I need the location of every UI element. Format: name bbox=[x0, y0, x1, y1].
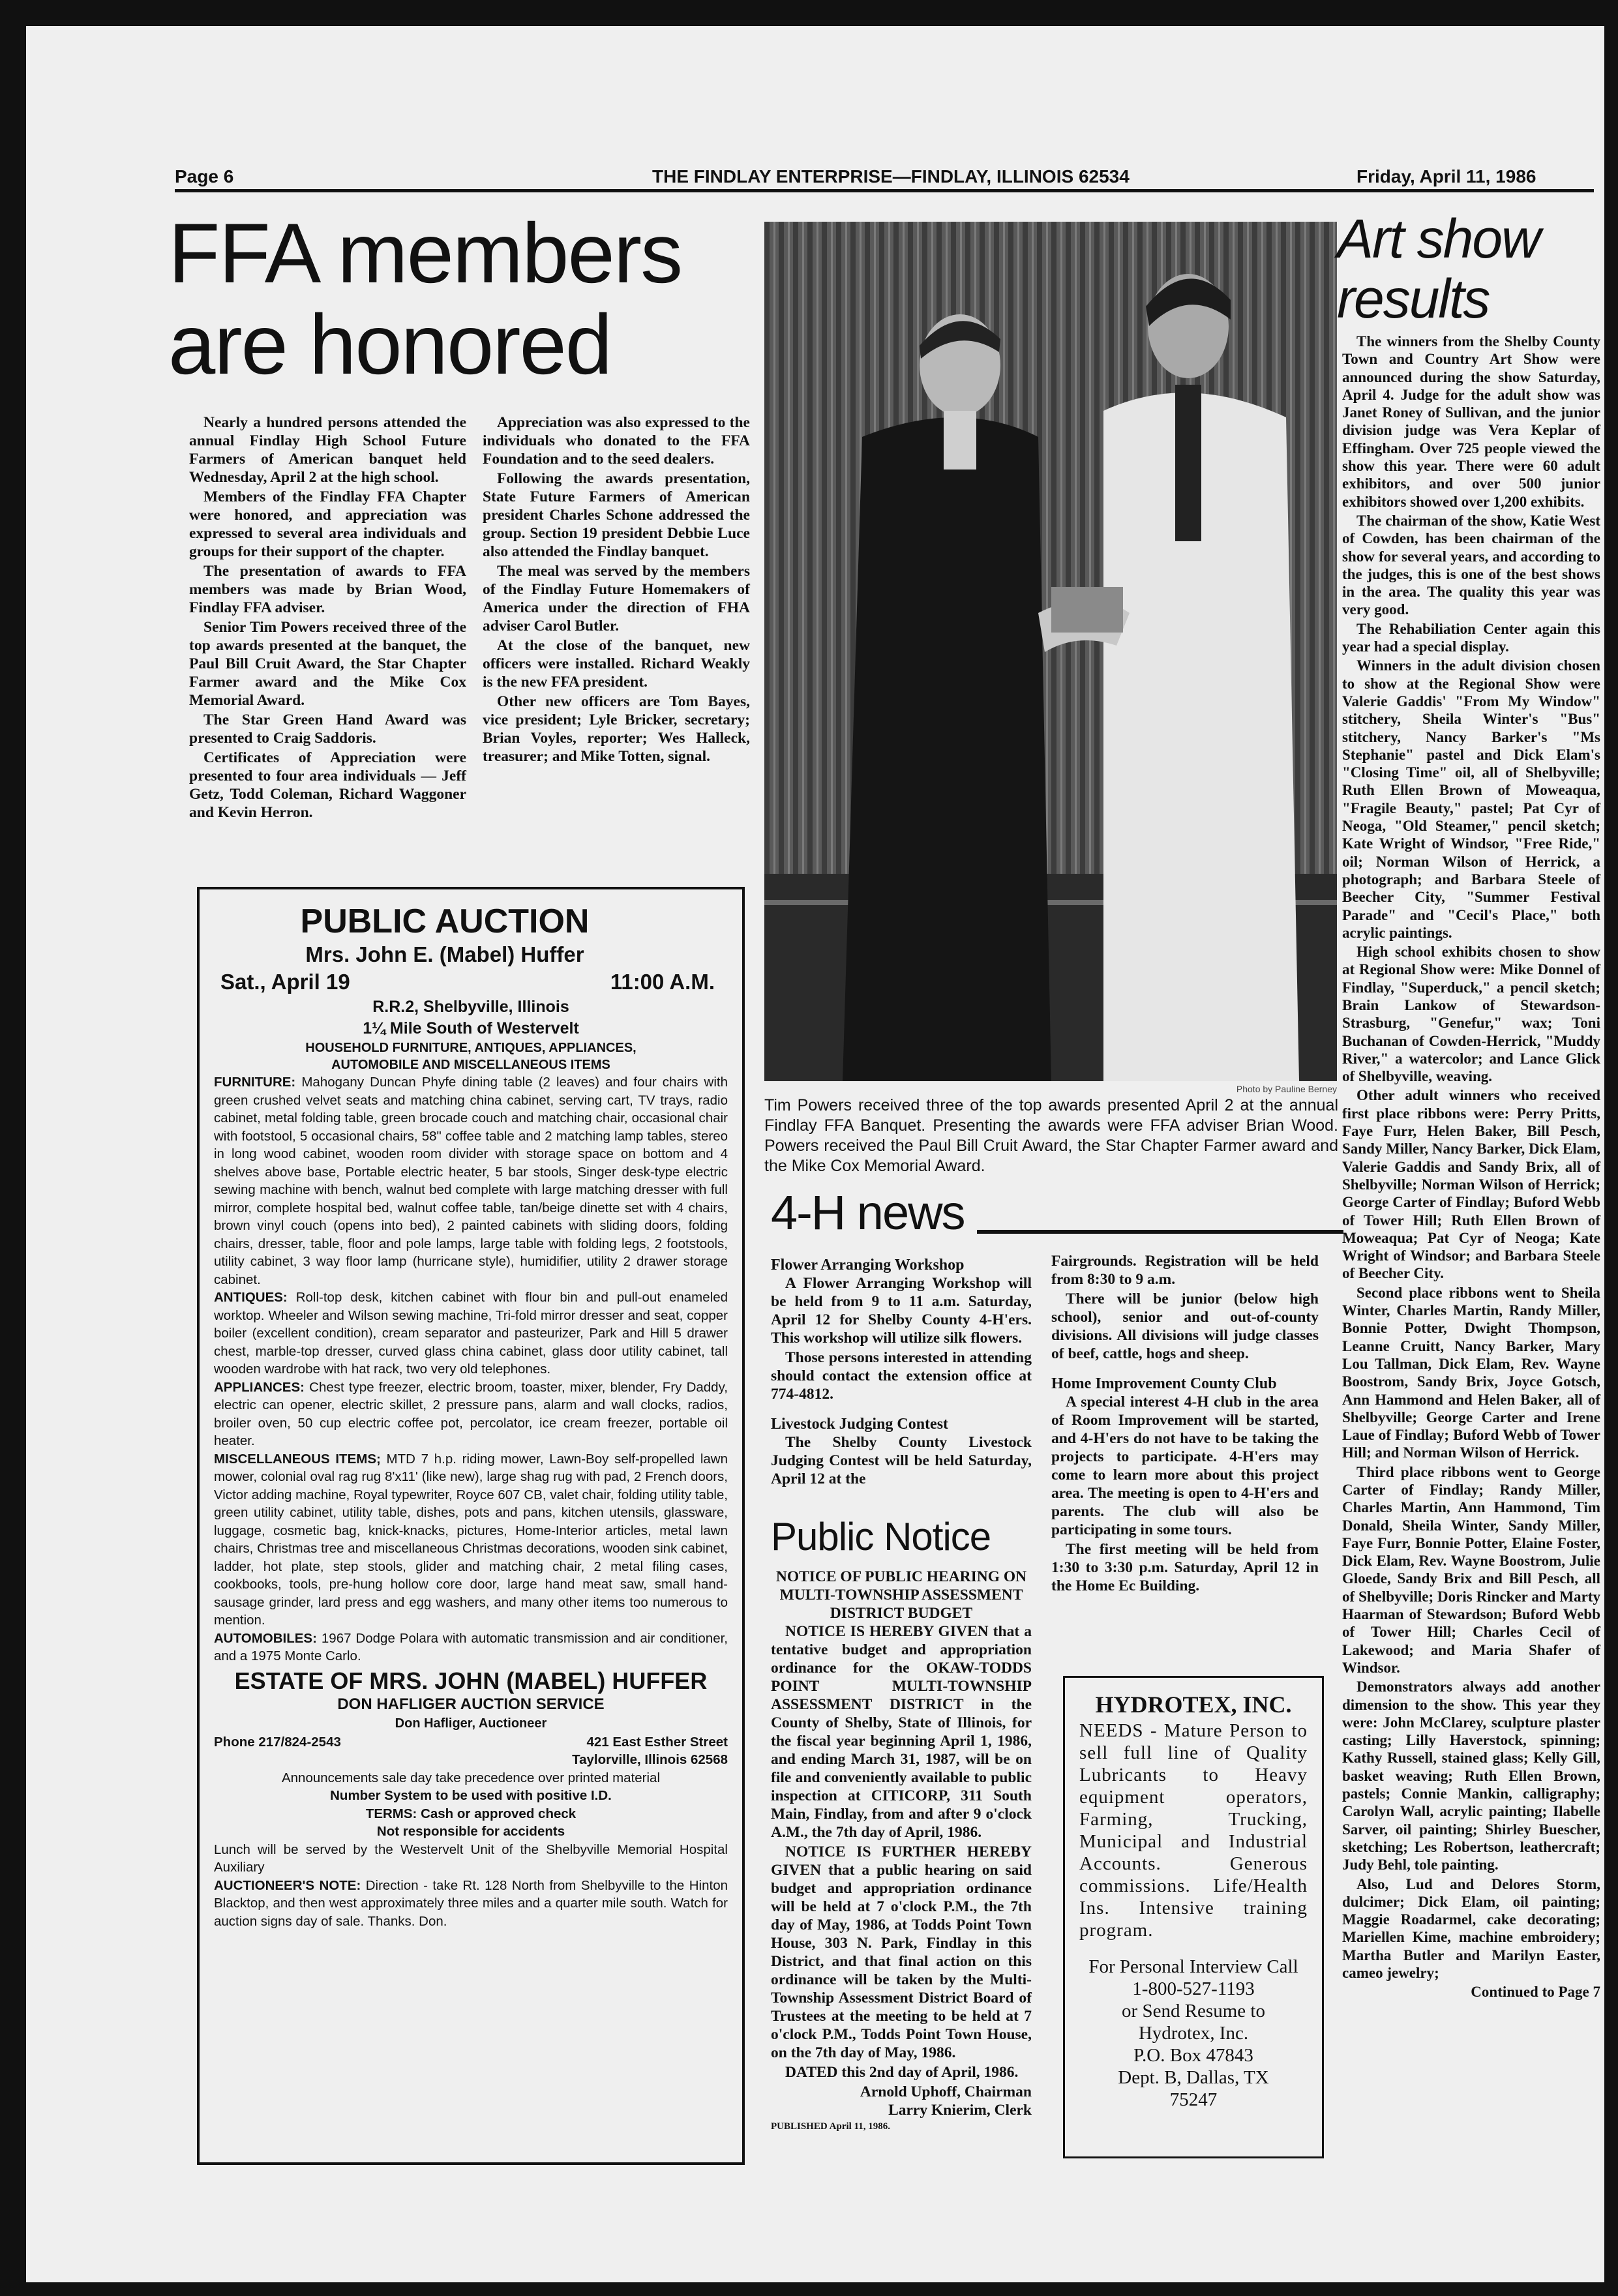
hydrotex-company: Hydrotex, Inc. bbox=[1138, 2023, 1249, 2044]
newspaper-page bbox=[26, 26, 1604, 2282]
ffa-paragraph: Senior Tim Powers received three of the top awards presented at the banquet, the Paul Bill Cruit Award, the Star Chapter Farmer award and the Mike Cox Memorial Award. bbox=[189, 619, 466, 709]
section-label: FURNITURE: bbox=[214, 1075, 296, 1090]
issue-date: Friday, April 11, 1986 bbox=[1356, 166, 1536, 186]
auction-section bbox=[214, 1073, 728, 1289]
photo-illustration bbox=[764, 222, 1337, 1081]
ffa-paragraph: The presentation of awards to FFA members was made by Brian Wood, Findlay FFA adviser. bbox=[189, 563, 466, 616]
section-label: ANTIQUES: bbox=[214, 1290, 288, 1305]
artshow-paragraph: The Rehabiliation Center again this year had a special display. bbox=[1342, 620, 1600, 655]
hydrotex-box: P.O. Box 47843 bbox=[1133, 2045, 1253, 2066]
ffa-headline-line2: are honored bbox=[168, 297, 612, 392]
artshow-headline-line1: Art show bbox=[1337, 208, 1540, 269]
notice-paragraph: DATED this 2nd day of April, 1986. bbox=[785, 2064, 1019, 2081]
fourh-column-1 bbox=[771, 1252, 1032, 1489]
header-rule bbox=[175, 189, 1594, 192]
fourh-rule bbox=[977, 1230, 1343, 1234]
fourh-paragraph: The Shelby County Livestock Judging Contest will be held Saturday, April 12 at the bbox=[771, 1434, 1032, 1487]
ffa-headline-line1: FFA members bbox=[168, 205, 682, 301]
artshow-paragraph: Third place ribbons went to George Carter of Findlay; Randy Miller, Charles Martin, Ann Hammond, Tim Donald, Sheila Winter, Sandy Miller, Faye Furr, Bonnie Potter, Elaine Foster, Dick Elam, Rev. Wayne Boostrom, Julie Gloede, Sandy Brix and Bill Pesch, all of Shelbyville; Doris Rincker and Marty Haarman of Stewardson; Buford Webb of Tower Hill; Charles Cecil of Lakewood; and Maria Shafer of Windsor. bbox=[1342, 1463, 1600, 1676]
auction-location: R.R.2, Shelbyville, Illinois bbox=[372, 998, 569, 1016]
auction-estate: ESTATE OF MRS. JOHN (MABEL) HUFFER bbox=[234, 1667, 708, 1694]
auction-terms: TERMS: Cash or approved check bbox=[365, 1806, 577, 1821]
artshow-paragraph: Other adult winners who received first place ribbons were: Perry Pritts, Faye Furr, Helen Baker, Bill Pesch, Sandy Miller, Nancy Barker, Dick Elam, Valerie Gaddis and Sandy Brix, all of Shelbyville; Norman Wilson of Herrick; George Carter of Findlay; Buford Webb of Tower Hill; Ruth Ellen Brown of Moweaqua; Pat Cyr of Neoga; Kate Wright of Windsor; and Barbara Steele of Beecher City. bbox=[1342, 1087, 1600, 1282]
hydrotex-zip: 75247 bbox=[1169, 2089, 1218, 2110]
fourh-paragraph: Those persons interested in attending should contact the extension office at 774-4812. bbox=[771, 1349, 1032, 1403]
artshow-paragraph: Winners in the adult division chosen to show at the Regional Show were Valerie Gaddis' "From My Window" stitchery, Sheila Winter's "Bus" stitchery, Nancy Barker's "Ms Stephanie" pastel and Dick Elam's "Closing Time" oil, all of Shelbyville; Ruth Ellen Brown of Moweaqua, "Fragile Beauty," pastel; Pat Cyr of Neoga, "Old Steamer," pencil sketch; Kate Wright of Windsor, "Free Ride," oil; Norman Wilson of Herrick, a photograph; and Barbara Steele of Beecher City, "Summer Festival Parade" and "Cecil's Place," both acrylic paintings. bbox=[1342, 657, 1600, 941]
artshow-column bbox=[1342, 333, 1600, 2001]
artshow-paragraph: Second place ribbons went to Sheila Winter, Charles Martin, Randy Miller, Bonnie Potter, Dwight Thompson, Leanne Cruitt, Nancy Barker, Mary Lou Tallman, Dick Elam, Rev. Wayne Boostrom, Sandy Brix, Joyce Gotsch, Ann Hammond and Helen Baker, all of Shelbyville; George Carter and Irene Laue of Findlay; Buford Webb of Tower Hill; and Norman Wilson of Herrick. bbox=[1342, 1284, 1600, 1461]
hydrotex-name: HYDROTEX, INC. bbox=[1095, 1692, 1292, 1718]
auction-announcements: Announcements sale day take precedence over printed material bbox=[281, 1770, 661, 1785]
ffa-paragraph: Nearly a hundred persons attended the annual Findlay High School Future Farmers of American banquet held Wednesday, April 2 at the high school. bbox=[189, 414, 466, 486]
hydrotex-phone: 1-800-527-1193 bbox=[1132, 1978, 1255, 1999]
auction-phone: Phone 217/824-2543 bbox=[214, 1734, 341, 1750]
auctioneer-note bbox=[214, 1877, 728, 1931]
public-notice-column bbox=[771, 1568, 1032, 2134]
artshow-headline-line2: results bbox=[1337, 268, 1490, 329]
ffa-paragraph: Following the awards presentation, State Future Farmers of American president Charles Schone addressed the group. Section 19 president Debbie Luce also attended the Findlay banquet. bbox=[483, 470, 750, 560]
auction-time: 11:00 A.M. bbox=[610, 970, 715, 994]
auction-categories: HOUSEHOLD FURNITURE, ANTIQUES, APPLIANCES, bbox=[305, 1041, 637, 1055]
note-label: AUCTIONEER'S NOTE: bbox=[214, 1877, 361, 1893]
auction-city: Taylorville, Illinois 62568 bbox=[572, 1752, 728, 1767]
photo-credit: Photo by Pauline Berney bbox=[1236, 1084, 1337, 1094]
page-number: Page 6 bbox=[175, 166, 234, 186]
section-text: MTD 7 h.p. riding mower, Lawn-Boy self-propelled lawn mower, colonial oval rag rug 8'x11' (like new), large shag rug with pad, 2 French doors, Victor adding machine, Royal typewriter, Royce 607 CB, valet chair, folding utility table, green utility cabinet, utility table, dishes, pots and pans, kitchen utensils, glassware, luggage, cosmetic bag, knick-knacks, pictures, Home-Interior articles, metal lawn chairs, Christmas tree and miscellaneous Christmas decorations, wooden sink cabinet, ladder, hot plate, step stools, glider and matching chair, 2 metal filing cases, cookbooks, tools, pre-hung hollow core door, large hand meat saw, small hand-sausage grinder, lard press and egg washers, and many other items too numerous to mention. bbox=[214, 1451, 728, 1628]
auction-directions-short: 1¼ Mile South of Westervelt bbox=[363, 1019, 579, 1037]
hydrotex-body: NEEDS - Mature Person to sell full line of Quality Lubricants to Heavy equipment operators, Farming, Trucking, Municipal and Industrial Accounts. Generous commissions. Life/Health Ins. Intensive training program. bbox=[1079, 1720, 1308, 1941]
auction-lunch: Lunch will be served by the Westervelt Unit of the Shelbyville Memorial Hospital Auxiliary bbox=[214, 1841, 728, 1875]
public-notice-headline: Public Notice bbox=[771, 1515, 991, 1558]
auction-service: DON HAFLIGER AUCTION SERVICE bbox=[337, 1695, 605, 1713]
notice-paragraph: NOTICE IS FURTHER HEREBY GIVEN that a public hearing on said budget and appropriation ordinance will be held at 7 o'clock P.M., the 7th day of May, 1986, at Todds Point Town House, 303 N. Park, Findlay in this District, and that final action on this ordinance will be taken by the Multi-Township Assessment District Board of Trustees at the meeting to be held at 7 o'clock P.M., Todds Point Town House, on the 7th day of May, 1986. bbox=[771, 1843, 1032, 2061]
hydrotex-ad bbox=[1063, 1676, 1324, 2158]
auction-categories: AUTOMOBILE AND MISCELLANEOUS ITEMS bbox=[331, 1058, 610, 1072]
auction-owner: Mrs. John E. (Mabel) Huffer bbox=[305, 942, 584, 966]
fourh-column-2 bbox=[1051, 1252, 1319, 1596]
artshow-paragraph: High school exhibits chosen to show at Regional Show were: Mike Donnel of Findlay, "Superduck," a pencil sketch; Brain Lankow of Stewardson-Strasburg, "Genefur," wax; Toni Buchanan of Cowden-Herrick, "Muddy River," a watercolor; and Lance Glick of Shelbyville, weaving. bbox=[1342, 944, 1600, 1085]
auction-section bbox=[214, 1450, 728, 1630]
auctioneer-name: Don Hafliger, Auctioneer bbox=[395, 1716, 547, 1731]
notice-signature: Larry Knierim, Clerk bbox=[888, 2102, 1032, 2119]
fourh-paragraph: A Flower Arranging Workshop will be held from 9 to 11 a.m. Saturday, April 12 for Shelby County 4-H'ers. This workshop will utilize silk flowers. bbox=[771, 1275, 1032, 1347]
artshow-paragraph: The winners from the Shelby County Town and Country Art Show were announced during the show Saturday, April 4. Judge for the adult show was Janet Roney of Sullivan, and the junior division judge was Vera Keplar of Effingham. Over 725 people viewed the show this year. There were 60 adult exhibitors, and over 500 junior exhibitors showed over 1,200 exhibits. bbox=[1342, 333, 1600, 510]
section-text: Chest type freezer, electric broom, toaster, mixer, blender, Fry Daddy, electric can opener, electric skillet, 2 pressure pans, alarm and wall clocks, radios, broiler oven, 50 cup electric coffee pot, percolator, ice cream freezer, portable oil heater. bbox=[214, 1379, 728, 1448]
fourh-paragraph: Fairgrounds. Registration will be held from 8:30 to 9 a.m. bbox=[1051, 1253, 1319, 1288]
section-label: APPLIANCES: bbox=[214, 1379, 305, 1395]
auction-section bbox=[214, 1289, 728, 1379]
ffa-paragraph: Members of the Findlay FFA Chapter were honored, and appreciation was expressed to several area individuals and groups for their support of the chapter. bbox=[189, 488, 466, 560]
auction-section bbox=[214, 1630, 728, 1665]
photo-caption: Tim Powers received three of the top awards presented April 2 at the annual Findlay FFA Banquet. Presenting the awards were FFA adviser Brian Wood. Powers received the Paul Bill Cruit Award, the Star Chapter Farmer award and the Mike Cox Memorial Award. bbox=[764, 1096, 1338, 1175]
ffa-award-photo bbox=[764, 222, 1337, 1081]
section-text: Mahogany Duncan Phyfe dining table (2 leaves) and four chairs with green crushed velvet seats and matching china cabinet, serving cart, TV trays, radio cabinet, metal folding table, green brocade couch and matching chair, occasional chair with footstool, 5 occasional chairs, 58" coffee table and 2 matching lamp tables, stereo in long wood cabinet, wooden room divider with storage space on bottom and 4 shelves above base, Portable electric heater, 5 bar stools, Singer desk-type electric sewing machine with bench, walnut bed complete with large matching dresser with full mirror, complete hospital bed, walnut coffee table, tan/beige dinette set with 4 chairs, brown vinyl couch (opens into bed), 2 painted cabinets with sliding doors, folding chairs, dresser, table, floor and pole lamps, large table with folding legs, 2 footstools, utility cabinet, 3 way floor lamp (hurricane style), humidifier, utility 2 drawer storage cabinet. bbox=[214, 1075, 728, 1287]
artshow-paragraph: Also, Lud and Delores Storm, dulcimer; Dick Elam, oil painting; Maggie Roadarmel, cake decorating; Mariellen Kime, machine embroidery; Martha Butler and Marilyn Easter, cameo jewelry; bbox=[1342, 1875, 1600, 1982]
ffa-column-2 bbox=[483, 413, 750, 767]
auction-section bbox=[214, 1379, 728, 1450]
hydrotex-resume: or Send Resume to bbox=[1122, 2001, 1265, 2021]
fourh-paragraph: There will be junior (below high school), senior and out-of-county divisions. All divisions will judge classes of beef, cattle, hogs and sheep. bbox=[1051, 1290, 1319, 1362]
notice-title: MULTI-TOWNSHIP ASSESSMENT bbox=[779, 1587, 1023, 1603]
livestock-contest-heading: Livestock Judging Contest bbox=[771, 1416, 949, 1433]
ffa-paragraph: The meal was served by the members of the Findlay Future Homemakers of America under the direction of FHA adviser Carol Butler. bbox=[483, 563, 750, 634]
notice-paragraph: NOTICE IS HEREBY GIVEN that a tentative budget and appropriation ordinance for the OKAW-TODDS POINT MULTI-TOWNSHIP ASSESSMENT DISTRICT in the County of Shelby, State of Illinois, for the fiscal year beginning April 1, 1986, and ending March 31, 1987, will be on file and conveniently available to public inspection at CITICORP, 311 South Main, Findlay, from and after 9 o'clock A.M., the 7th day of April, 1986. bbox=[771, 1623, 1032, 1841]
auction-address: 421 East Esther Street bbox=[586, 1734, 728, 1750]
ffa-paragraph: Certificates of Appreciation were presented to four area individuals — Jeff Getz, Todd Coleman, Richard Waggoner and Kevin Herron. bbox=[189, 749, 466, 821]
fourh-paragraph: A special interest 4-H club in the area of Room Improvement will be started, and 4-H'ers do not have to be taking the projects to participate. 4-H'ers may come to learn more about this project area. The meeting is open to 4-H'ers and parents. The club will also be participating in some tours. bbox=[1051, 1394, 1319, 1538]
auction-date: Sat., April 19 bbox=[220, 970, 350, 994]
ffa-paragraph: Other new officers are Tom Bayes, vice president; Lyle Bricker, secretary; Brian Voyles, reporter; Wes Halleck, treasurer; and Mike Totten, signal. bbox=[483, 693, 750, 765]
auction-responsibility: Not responsible for accidents bbox=[376, 1824, 565, 1839]
continued-link[interactable]: Continued to Page 7 bbox=[1471, 1984, 1600, 2001]
artshow-paragraph: Demonstrators always add another dimension to the show. This year they were: John McClarey, sculpture plaster casting; Lilly Haverstock, spinning; Kathy Russell, stained glass; Kelly Gill, basket weaving; Ruth Ellen Brown, pastels; Connie Mankin, calligraphy; Carolyn Wall, acrylic painting; Ilabelle Sarver, oil painting; Shirley Buescher, sketching; Les Robertson, leathercraft; Judy Behl, tole painting. bbox=[1342, 1678, 1600, 1873]
ffa-paragraph: Appreciation was also expressed to the individuals who donated to the FFA Foundation and to the seed dealers. bbox=[483, 414, 750, 468]
auction-title: PUBLIC AUCTION bbox=[300, 902, 590, 940]
section-text: 1967 Dodge Polara with automatic transmission and air conditioner, and a 1975 Monte Carlo. bbox=[214, 1630, 728, 1663]
home-improvement-heading: Home Improvement County Club bbox=[1051, 1375, 1277, 1392]
auction-number-system: Number System to be used with positive I.D. bbox=[330, 1788, 612, 1803]
ffa-paragraph: At the close of the banquet, new officers were installed. Richard Weakly is the new FFA president. bbox=[483, 637, 750, 691]
ffa-paragraph: The Star Green Hand Award was presented to Craig Saddoris. bbox=[189, 711, 466, 747]
hydrotex-interview: For Personal Interview Call bbox=[1088, 1956, 1298, 1977]
hydrotex-dept: Dept. B, Dallas, TX bbox=[1118, 2067, 1269, 2088]
section-label: AUTOMOBILES: bbox=[214, 1630, 317, 1646]
notice-published: PUBLISHED April 11, 1986. bbox=[771, 2121, 890, 2132]
section-label: MISCELLANEOUS ITEMS; bbox=[214, 1451, 381, 1467]
ffa-column-1 bbox=[189, 413, 466, 823]
notice-signature: Arnold Uphoff, Chairman bbox=[860, 2083, 1032, 2100]
artshow-paragraph: The chairman of the show, Katie West of Cowden, has been chairman of the show for several years, and according to the judges, this is one of the best shows in the area. The quality this year was very good. bbox=[1342, 512, 1600, 618]
fourh-headline: 4-H news bbox=[771, 1185, 965, 1240]
section-text: Roll-top desk, kitchen cabinet with flour bin and pull-out enameled worktop. Wheeler and Wilson sewing machine, Tri-fold mirror dresser and seat, copper boiler (excellent condition), cream separator and pasteurizer, Park and Hill 5 drawer chest, marble-top dresser, curved glass china cabinet, glass door utility cabinet, tall wooden wardrobe with hat rack, two very old telephones. bbox=[214, 1290, 728, 1377]
flower-workshop-heading: Flower Arranging Workshop bbox=[771, 1257, 965, 1274]
note-text: Direction - take Rt. 128 North from Shelbyville to the Hinton Blacktop, and then west approximately three miles and a quarter mile south. Watch for auction signs day of sale. Thanks. Don. bbox=[214, 1877, 728, 1929]
fourh-paragraph: The first meeting will be held from 1:30 to 3:30 p.m. Saturday, April 12 in the Home Ec Building. bbox=[1051, 1541, 1319, 1594]
public-auction-ad bbox=[197, 887, 745, 2165]
notice-title: DISTRICT BUDGET bbox=[830, 1605, 973, 1622]
masthead: THE FINDLAY ENTERPRISE—FINDLAY, ILLINOIS 62534 bbox=[652, 166, 1130, 186]
notice-title: NOTICE OF PUBLIC HEARING ON bbox=[775, 1568, 1027, 1585]
